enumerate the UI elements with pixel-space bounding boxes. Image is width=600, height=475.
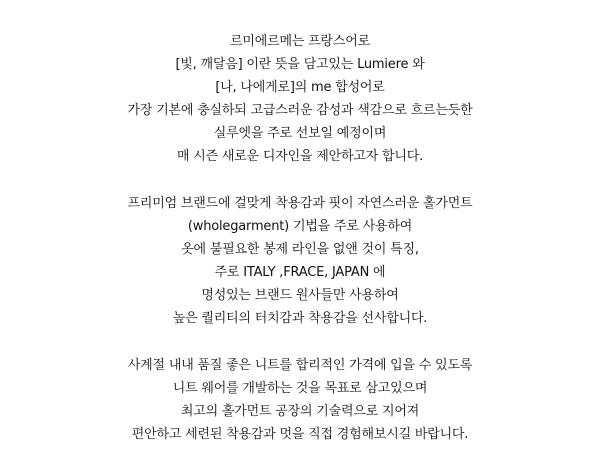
paragraph-brand-name (0, 30, 600, 168)
text-line: 높은 퀄리티의 터치감과 착용감을 선사합니다. (172, 311, 428, 326)
text-line: 편안하고 세련된 착용감과 멋을 직접 경험해보시길 바랍니다. (131, 427, 469, 442)
text-line: 매 시즌 새로운 디자인을 제안하고자 합니다. (176, 149, 424, 164)
text-line: 실루엣을 주로 선보일 예정이며 (213, 126, 387, 141)
paragraph-mission (0, 354, 600, 446)
text-line: 사계절 내내 품질 좋은 니트를 합리적인 가격에 입을 수 있도록 (127, 358, 473, 373)
text-line: 니트 웨어를 개발하는 것을 목표로 삼고있으며 (172, 381, 428, 396)
text-line: (wholegarment) 기법을 주로 사용하여 (187, 219, 413, 234)
text-line: 명성있는 브랜드 원사들만 사용하여 (201, 288, 399, 303)
text-line: [나, 나에게로]의 me 합성어로 (215, 80, 385, 95)
text-line: [빛, 깨달음] 이란 뜻을 담고있는 Lumiere 와 (175, 57, 425, 72)
text-line: 가장 기본에 충실하되 고급스러운 감성과 색감으로 흐르는듯한 (127, 103, 473, 118)
paragraph-technique (0, 192, 600, 330)
text-line: 최고의 홀가먼트 공장의 기술력으로 지어져 (180, 404, 420, 419)
text-line: 옷에 불필요한 봉제 라인을 없앤 것이 특징, (181, 242, 419, 257)
text-line: 르미에르메는 프랑스어로 (230, 34, 370, 49)
text-line: 주로 ITALY ,FRACE, JAPAN 에 (214, 265, 386, 280)
text-line: 프리미엄 브랜드에 걸맞게 착용감과 핏이 자연스러운 홀가먼트 (127, 196, 473, 211)
